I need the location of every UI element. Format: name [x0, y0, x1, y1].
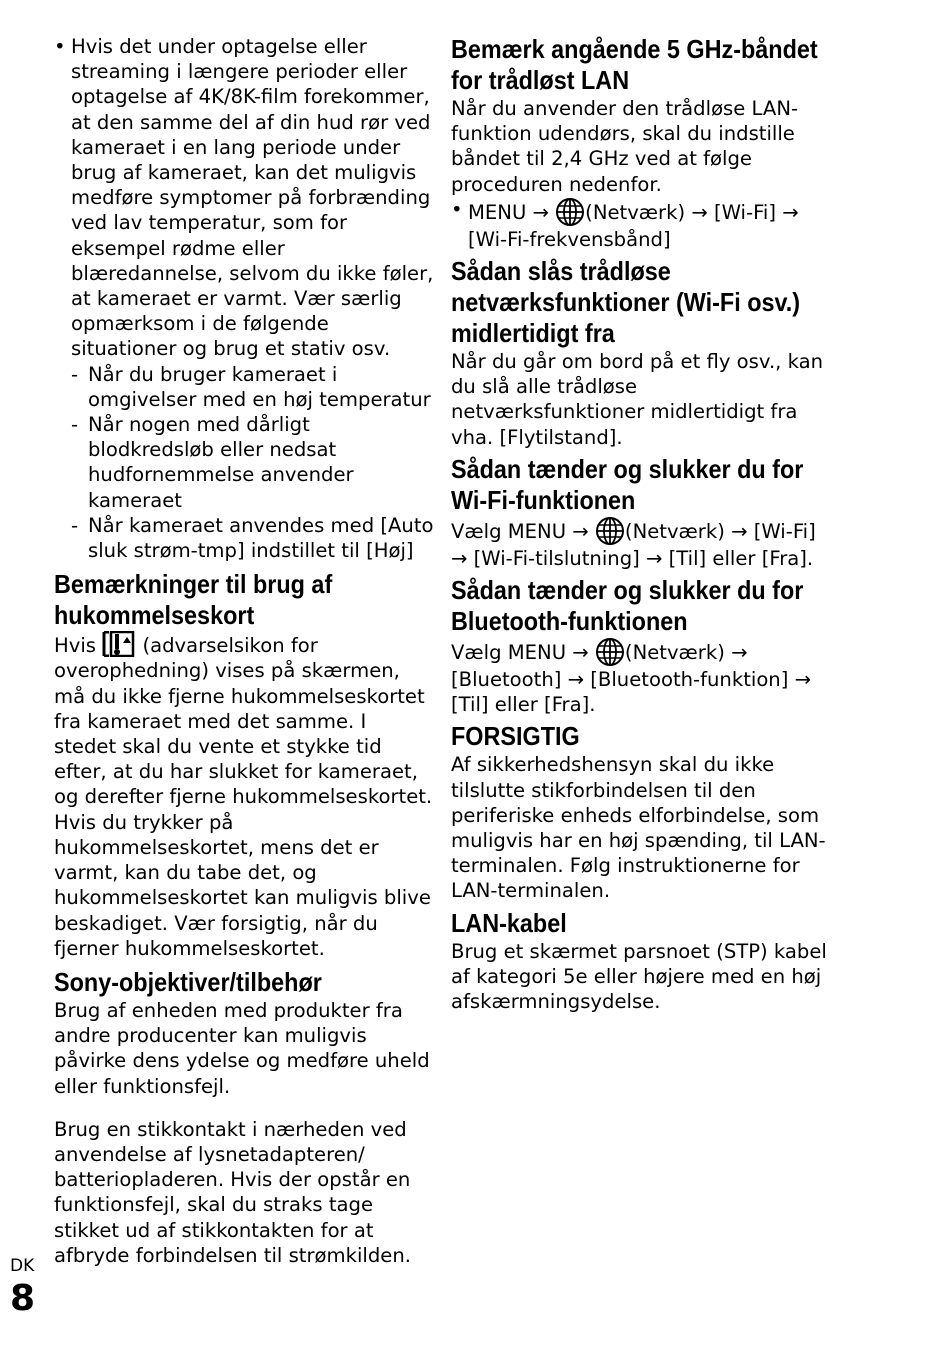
sony-text: Brug af enheden med produkter fra andre producenter kan muligvis påvirke dens ydelse og medføre uheld eller funktionsfejl. — [54, 998, 430, 1098]
dash-mark: - — [71, 413, 79, 437]
sub-item-text: Når du bruger kameraet i omgivelser med en høj temperatur — [88, 362, 431, 411]
lan-text: Brug et skærmet parsnoet (STP) kabel af kategori 5e eller højere med en høj afskærmningsydelse. — [451, 939, 827, 1014]
off-heading: Sådan slås trådløse netværksfunktioner (Wi-Fi osv.) midlertidigt fra — [451, 256, 801, 349]
wifi-text — [451, 516, 831, 571]
language-code: DK — [10, 1256, 35, 1276]
memcard-heading: Bemærkninger til brug af hukommelseskort — [54, 569, 333, 631]
page-number: 8 — [10, 1278, 36, 1319]
paragraph-gap — [54, 1099, 434, 1117]
lan-heading: LAN-kabel — [451, 907, 567, 938]
bullet-item — [54, 34, 434, 362]
off-text: Når du går om bord på et fly osv., kan du slå alle trådløse netværksfunktioner midlertidigt fra vha. [Flytilstand]. — [451, 350, 824, 449]
band-bullet-menu: MENU → — [468, 200, 549, 224]
wifi-path: (Netværk) → [Wi-Fi] → [Wi-Fi-tilslutning] → [Til] eller [Fra]. — [451, 519, 816, 570]
wifi-menu: Vælg MENU → — [451, 519, 589, 543]
bt-text — [451, 637, 831, 717]
network-globe-icon — [595, 637, 625, 667]
bt-path: (Netværk) → [Bluetooth] → [Bluetooth-funktion] → [Til] eller [Fra]. — [451, 641, 812, 717]
band-heading: Bemærk angående 5 GHz-båndet for trådløst LAN — [451, 34, 818, 95]
overheat-warning-icon — [102, 631, 136, 657]
bt-heading: Sådan tænder og slukker du for Bluetooth-funktionen — [451, 575, 804, 637]
caution-heading: FORSIGTIG — [451, 721, 580, 752]
band-text: Når du anvender den trådløse LAN-funktion udendørs, skal du indstille båndet til 2,4 GHz ved at følge proceduren nedenfor. — [451, 97, 799, 196]
bullet-text: Hvis det under optagelse eller streaming i længere perioder eller optagelse af 4K/8K-film forekommer, at den samme del af din hud rør ved kameraet i en lang periode under brug af kameraet, kan det muligvis medføre symptomer på forbrænding ved lav temperatur, som for eksempel rødme eller blæredannelse, selvom du ikke føler, at kameraet er varmt. Vær særlig opmærksom i de følgende situationer og brug et stativ osv. — [71, 35, 434, 361]
sub-item — [54, 412, 434, 513]
band-bullet-path: (Netværk) → [Wi-Fi] → [Wi-Fi-frekvensbånd] — [468, 200, 799, 251]
band-bullet — [451, 197, 831, 252]
outlet-text: Brug en stikkontakt i nærheden ved anvendelse af lysnetadapteren/ batteriopladeren. Hvis der opstår en funktionsfejl, skal du straks tage stikket ud af stikkontakten for at afbryde forbindelsen til strømkilden. — [54, 1117, 411, 1267]
memcard-text — [54, 631, 434, 961]
bt-menu: Vælg MENU → — [451, 641, 589, 665]
bullet-mark: • — [54, 35, 66, 58]
dash-mark: - — [71, 362, 79, 386]
sub-item-text: Når nogen med dårligt blodkredsløb eller nedsat hudfornemmelse anvender kameraet — [88, 413, 354, 512]
network-globe-icon — [555, 197, 585, 227]
memcard-text-start: Hvis — [54, 634, 96, 658]
right-column — [451, 34, 831, 1014]
left-column — [54, 34, 434, 1268]
sub-item-text: Når kameraet anvendes med [Auto sluk strøm-tmp] indstillet til [Høj] — [88, 513, 434, 563]
dash-mark: - — [71, 513, 79, 537]
sub-item — [54, 362, 434, 412]
caution-text: Af sikkerhedshensyn skal du ikke tilslutte stikforbindelsen til den periferiske enheds elforbindelse, som muligvis har en høj spænding, til LAN-terminalen. Følg instruktionerne for LAN-terminalen. — [451, 753, 826, 903]
memcard-text-rest: (advarselsikon for overophedning) vises på skærmen, må du ikke fjerne hukommelseskortet fra kameraet med det samme. I stedet skal du vente et stykke tid efter, at du har slukket for kameraet, og derefter fjerne hukommelseskortet. Hvis du trykker på hukommelseskortet, mens det er varmt, kan du tabe det, og hukommelseskortet kan muligvis blive beskadiget. Vær forsigtig, når du fjerner hukommelseskortet. — [54, 634, 433, 960]
sub-item — [54, 513, 434, 563]
network-globe-icon — [595, 516, 625, 546]
bullet-mark: • — [451, 197, 463, 221]
sony-heading: Sony-objektiver/tilbehør — [54, 966, 322, 997]
wifi-heading: Sådan tænder og slukker du for Wi-Fi-funktionen — [451, 453, 804, 515]
